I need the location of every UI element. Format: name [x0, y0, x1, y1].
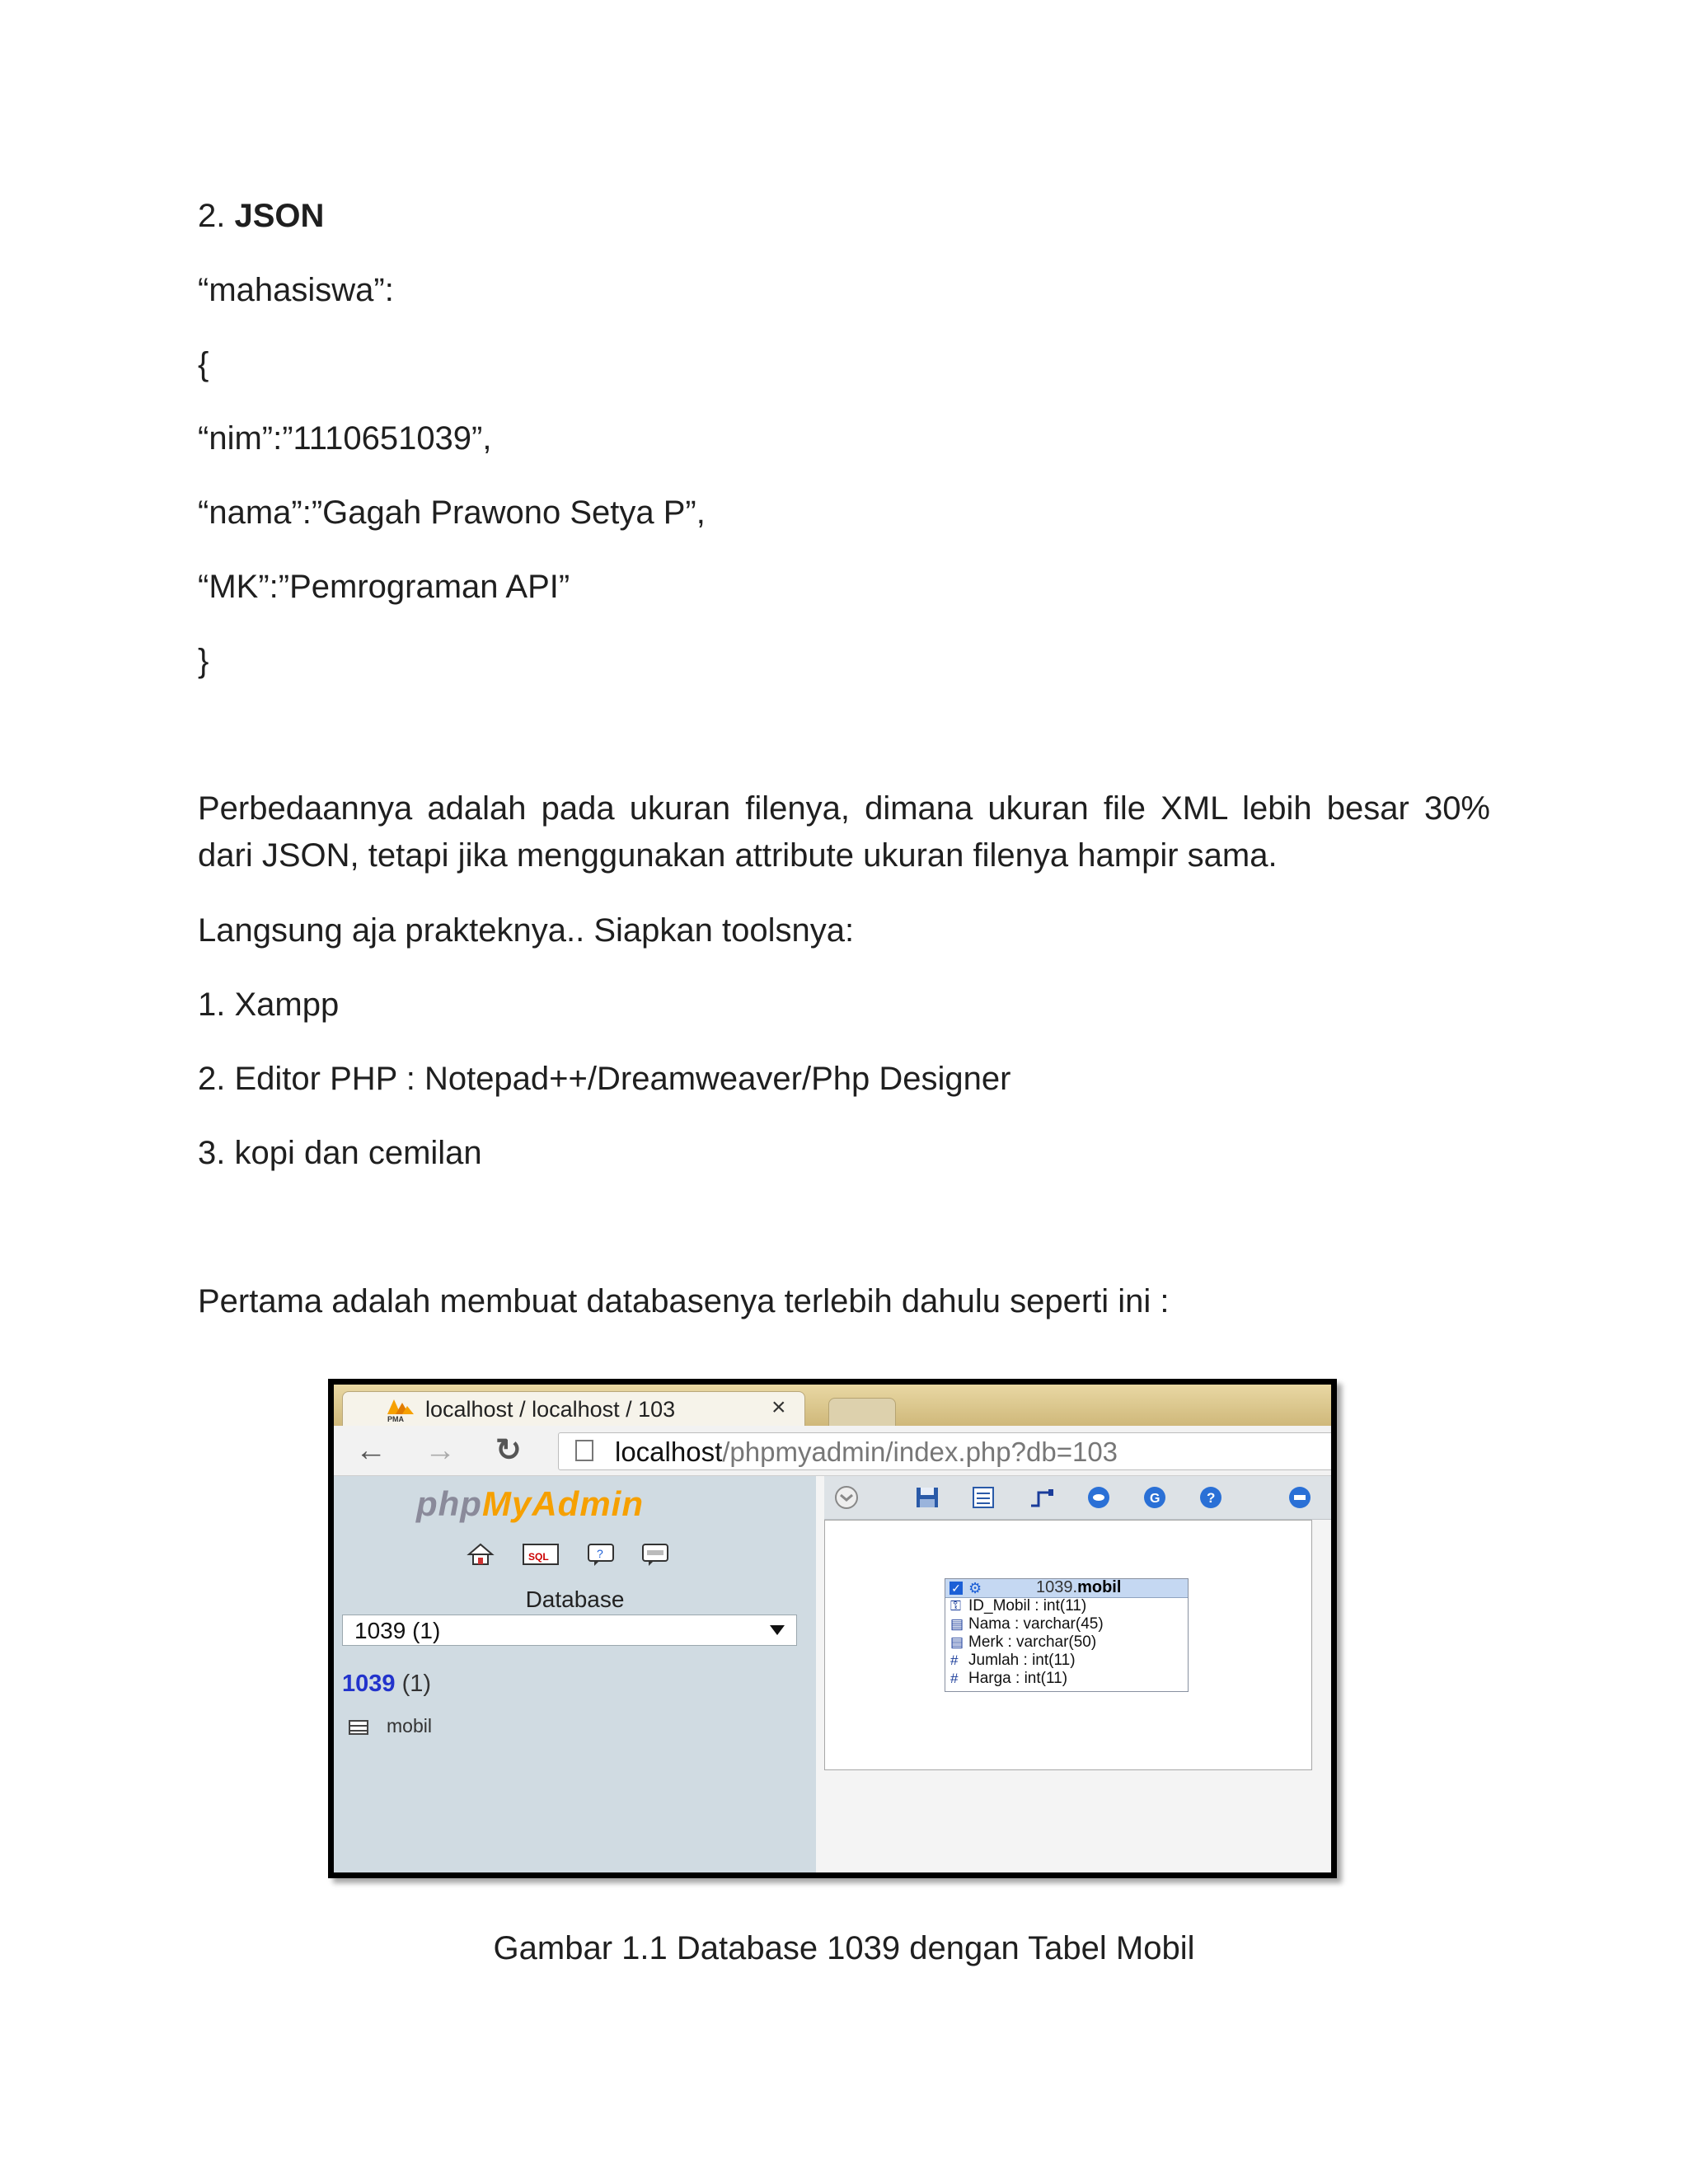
browser-nav-bar: [334, 1426, 1331, 1476]
gear-icon[interactable]: ⚙: [968, 1580, 982, 1596]
phpmyadmin-favicon-icon: [384, 1396, 417, 1422]
json-line-4: “nama”:”Gagah Prawono Setya P”,: [198, 494, 706, 531]
numeric-field-icon: #: [950, 1671, 959, 1686]
new-tab-button[interactable]: [828, 1398, 896, 1427]
designer-toolbar: [824, 1476, 1331, 1520]
comparison-paragraph: Perbedaannya adalah pada ukuran filenya, dimana ukuran file XML lebih besar 30% dari JSON, tetapi jika menggunakan attribute ukuran filenya hampir sama.: [198, 790, 1490, 874]
step-text: Pertama adalah membuat databasenya terlebih dahulu seperti ini :: [198, 1283, 1170, 1319]
key-icon: ⚿: [950, 1598, 961, 1614]
intro-text: Langsung aja prakteknya.. Siapkan toolsnya:: [198, 912, 855, 949]
er-field-row[interactable]: ▤ Nama : varchar(45): [950, 1615, 1104, 1633]
er-field-row[interactable]: ⚿ ID_Mobil : int(11): [950, 1597, 1087, 1615]
sql-docs-icon[interactable]: [640, 1542, 670, 1567]
database-link[interactable]: 1039 (1): [342, 1671, 432, 1697]
er-field-row[interactable]: ▤ Merk : varchar(50): [950, 1633, 1097, 1651]
tool-item-3: 3. kopi dan cemilan: [198, 1135, 482, 1171]
text-field-icon: ▤: [950, 1616, 964, 1632]
table-icon: [349, 1720, 368, 1735]
database-select[interactable]: [342, 1615, 797, 1646]
browser-tab[interactable]: [342, 1391, 805, 1427]
small-big-icon[interactable]: [1085, 1484, 1113, 1511]
save-icon[interactable]: [913, 1484, 941, 1511]
close-icon[interactable]: ×: [771, 1394, 786, 1421]
er-table-mobil[interactable]: [945, 1578, 1189, 1692]
json-line-6: }: [198, 643, 209, 679]
text-field-icon: ▤: [950, 1634, 964, 1650]
relation-line-icon[interactable]: [1027, 1484, 1055, 1511]
browser-tab-bar: [334, 1385, 1331, 1426]
tool-item-2: 2. Editor PHP : Notepad++/Dreamweaver/Php Designer: [198, 1061, 1011, 1097]
svg-text:?: ?: [597, 1547, 603, 1560]
reload-icon[interactable]: ↻: [495, 1433, 522, 1468]
database-label: Database: [525, 1586, 625, 1612]
numeric-field-icon: #: [950, 1652, 959, 1668]
toggle-menu-icon[interactable]: [832, 1484, 860, 1511]
page-icon: [575, 1440, 593, 1461]
exit-icon[interactable]: [1286, 1484, 1314, 1511]
er-table-title: 1039.mobil: [1036, 1578, 1122, 1596]
toggle-relation-icon[interactable]: [1141, 1484, 1169, 1511]
svg-text:G: G: [1150, 1492, 1160, 1506]
json-line-1: “mahasiswa”:: [198, 272, 394, 308]
back-arrow-icon[interactable]: ←: [355, 1433, 387, 1468]
designer-canvas[interactable]: [824, 1520, 1312, 1770]
json-line-2: {: [198, 346, 209, 382]
checkbox-icon[interactable]: ✓: [950, 1582, 963, 1595]
home-icon[interactable]: [466, 1542, 495, 1567]
tool-item-1: 1. Xampp: [198, 987, 340, 1023]
heading-number: 2.: [198, 198, 235, 234]
svg-text:?: ?: [1207, 1490, 1216, 1506]
dropdown-arrow-icon: [770, 1625, 785, 1635]
table-list-icon[interactable]: [969, 1484, 997, 1511]
json-line-5: “MK”:”Pemrograman API”: [198, 569, 570, 605]
address-bar[interactable]: [558, 1432, 1337, 1470]
svg-text:SQL: SQL: [528, 1551, 549, 1563]
sql-query-icon[interactable]: [522, 1542, 560, 1567]
json-line-3: “nim”:”1110651039”,: [198, 420, 492, 457]
er-field-row[interactable]: # Jumlah : int(11): [950, 1652, 1076, 1669]
er-table-header: [945, 1579, 1188, 1598]
section-heading: [198, 196, 324, 236]
figure-caption: Gambar 1.1 Database 1039 dengan Tabel Mobil: [493, 1930, 1195, 1966]
navigation-panel: [334, 1476, 816, 1872]
phpmyadmin-screenshot: [328, 1379, 1337, 1878]
table-link-mobil[interactable]: mobil: [349, 1715, 432, 1737]
tab-title: localhost / localhost / 103: [425, 1397, 676, 1422]
url-text: localhost/phpmyadmin/index.php?db=103: [615, 1436, 1118, 1467]
help-circle-icon[interactable]: [1197, 1484, 1225, 1511]
database-select-value: 1039 (1): [354, 1618, 441, 1643]
forward-arrow-icon[interactable]: →: [424, 1433, 456, 1468]
heading-title: JSON: [234, 198, 325, 234]
svg-text:PMA: PMA: [387, 1415, 404, 1422]
er-field-row[interactable]: # Harga : int(11): [950, 1670, 1068, 1687]
help-icon[interactable]: [586, 1542, 616, 1567]
phpmyadmin-logo: phpMyAdmin: [416, 1484, 644, 1523]
designer-panel: [816, 1476, 1331, 1872]
